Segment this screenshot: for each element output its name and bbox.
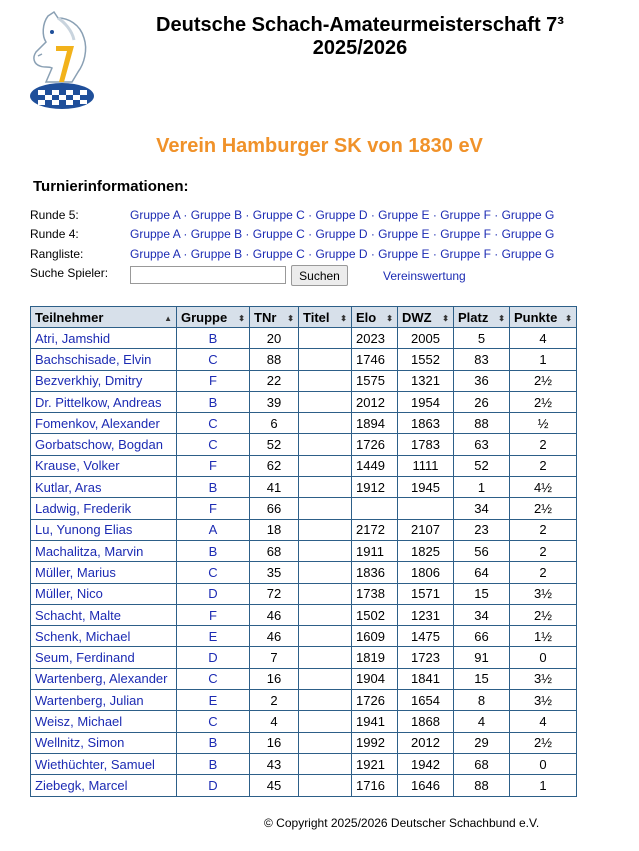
column-header[interactable] [31,307,177,328]
table-cell: 2107 [398,519,454,540]
separator: · [429,247,441,261]
column-header-label: Platz [458,309,489,325]
group-cell-link[interactable]: F [177,370,250,391]
table-cell: 2½ [510,732,577,753]
table-cell: 68 [454,753,510,774]
separator: · [367,227,379,241]
group-link[interactable]: Gruppe F [440,208,491,222]
group-link[interactable]: Gruppe E [378,247,430,261]
group-cell-link[interactable]: B [177,540,250,561]
table-cell [299,647,352,668]
table-cell [398,498,454,519]
group-cell-link[interactable]: C [177,413,250,434]
table-cell [299,562,352,583]
table-cell [299,519,352,540]
table-row [31,370,577,391]
player-name-link[interactable]: Krause, Volker [31,455,177,476]
table-cell: 23 [454,519,510,540]
table-cell: 2172 [352,519,398,540]
table-cell: 1868 [398,711,454,732]
table-cell: 1992 [352,732,398,753]
column-header[interactable] [454,307,510,328]
table-row [31,753,577,774]
sort-icon: ⬍ [340,313,347,323]
table-cell [299,370,352,391]
table-cell: 88 [250,349,299,370]
player-name-link[interactable]: Seum, Ferdinand [31,647,177,668]
table-cell: 2023 [352,328,398,349]
table-cell: 52 [454,455,510,476]
table-cell: 1945 [398,477,454,498]
group-links [130,247,554,261]
player-name-link[interactable]: Lu, Yunong Elias [31,519,177,540]
group-link[interactable]: Gruppe E [378,227,430,241]
participants-table [30,306,577,797]
table-cell: 1646 [398,775,454,796]
group-link[interactable]: Gruppe A [130,247,181,261]
table-cell [299,391,352,412]
table-row [31,455,577,476]
sort-icon: ⬍ [442,313,449,323]
table-cell: 1571 [398,583,454,604]
table-cell: 1111 [398,455,454,476]
separator: · [304,227,316,241]
table-row [31,391,577,412]
search-label: Suche Spieler: [30,266,109,280]
separator: · [242,247,253,261]
table-cell: 4 [510,328,577,349]
sort-icon: ⬍ [287,313,294,323]
search-input[interactable] [130,266,286,284]
player-name-link[interactable]: Atri, Jamshid [31,328,177,349]
table-cell: 1502 [352,604,398,625]
table-cell: 1841 [398,668,454,689]
table-cell: 1921 [352,753,398,774]
page-title [120,14,600,60]
group-cell-link[interactable]: B [177,391,250,412]
group-links [130,208,554,222]
table-cell: 4½ [510,477,577,498]
table-cell [299,455,352,476]
table-cell: 1904 [352,668,398,689]
info-row-label: Runde 4: [30,227,79,241]
column-header-label: DWZ [402,309,432,325]
table-cell: 1575 [352,370,398,391]
table-cell: 1 [510,775,577,796]
column-header-label: TNr [254,309,277,325]
table-cell: 4 [510,711,577,732]
player-name-link[interactable]: Müller, Nico [31,583,177,604]
table-cell: 16 [250,732,299,753]
table-header-row [31,307,577,328]
search-button[interactable]: Suchen [291,265,348,286]
group-link[interactable]: Gruppe C [252,208,305,222]
group-link[interactable]: Gruppe B [190,247,243,261]
table-cell: 3½ [510,690,577,711]
player-name-link[interactable]: Dr. Pittelkow, Andreas [31,391,177,412]
table-cell [299,434,352,455]
table-cell: 2½ [510,498,577,519]
table-cell [299,413,352,434]
group-link[interactable]: Gruppe D [315,247,368,261]
table-cell [299,477,352,498]
group-cell-link[interactable]: F [177,455,250,476]
table-cell: 2½ [510,370,577,391]
group-link[interactable]: Gruppe G [501,247,555,261]
player-name-link[interactable]: Fomenkov, Alexander [31,413,177,434]
table-cell: 2 [510,540,577,561]
table-cell: 2005 [398,328,454,349]
table-row [31,562,577,583]
group-link[interactable]: Gruppe A [130,208,181,222]
group-link[interactable]: Gruppe D [315,227,368,241]
table-cell: 1723 [398,647,454,668]
separator: · [242,208,253,222]
table-cell: ½ [510,413,577,434]
info-row-label: Runde 5: [30,208,79,222]
table-row [31,711,577,732]
table-cell [299,690,352,711]
table-cell: 6 [250,413,299,434]
table-cell: 63 [454,434,510,455]
column-header-label: Elo [356,309,377,325]
group-link[interactable]: Gruppe A [130,227,181,241]
table-cell: 1863 [398,413,454,434]
table-cell: 4 [454,711,510,732]
table-cell: 1726 [352,690,398,711]
table-cell: 2 [510,455,577,476]
group-link[interactable]: Gruppe C [252,227,305,241]
table-cell: 1783 [398,434,454,455]
table-cell: 1654 [398,690,454,711]
table-cell: 2½ [510,391,577,412]
table-cell: 46 [250,626,299,647]
group-link[interactable]: Gruppe B [190,208,243,222]
group-cell-link[interactable]: F [177,498,250,519]
table-cell: 41 [250,477,299,498]
table-cell: 72 [250,583,299,604]
player-name-link[interactable]: Ziebegk, Marcel [31,775,177,796]
table-cell: 88 [454,775,510,796]
separator: · [429,208,441,222]
table-cell: 3½ [510,668,577,689]
table-cell: 0 [510,647,577,668]
table-cell: 2 [510,434,577,455]
table-cell: 0 [510,753,577,774]
table-cell: 83 [454,349,510,370]
sort-asc-icon: ▲ [164,313,172,323]
table-cell: 34 [454,604,510,625]
separator: · [367,208,379,222]
group-cell-link[interactable]: D [177,775,250,796]
group-cell-link[interactable]: B [177,753,250,774]
table-cell: 36 [454,370,510,391]
table-cell [299,775,352,796]
table-row [31,604,577,625]
table-row [31,349,577,370]
table-cell: 1738 [352,583,398,604]
group-cell-link[interactable]: C [177,434,250,455]
table-cell: 1954 [398,391,454,412]
table-cell [299,498,352,519]
table-cell [299,753,352,774]
table-cell: 43 [250,753,299,774]
column-header[interactable] [352,307,398,328]
player-name-link[interactable]: Müller, Marius [31,562,177,583]
copyright: © Copyright 2025/2026 Deutscher Schachbund e.V. [264,816,540,830]
table-cell: 2 [510,562,577,583]
group-cell-link[interactable]: C [177,711,250,732]
group-link[interactable]: Gruppe C [252,247,305,261]
column-header-label: Titel [303,309,330,325]
table-cell: 1609 [352,626,398,647]
table-cell: 1231 [398,604,454,625]
table-cell: 1941 [352,711,398,732]
table-cell: 1 [510,349,577,370]
table-row [31,413,577,434]
table-cell: 1746 [352,349,398,370]
table-cell: 1475 [398,626,454,647]
group-cell-link[interactable]: D [177,647,250,668]
table-cell: 4 [250,711,299,732]
group-cell-link[interactable]: C [177,668,250,689]
player-name-link[interactable]: Schacht, Malte [31,604,177,625]
table-cell: 2½ [510,604,577,625]
table-cell [299,711,352,732]
table-row [31,477,577,498]
table-cell: 1716 [352,775,398,796]
group-link[interactable]: Gruppe E [378,208,430,222]
group-cell-link[interactable]: F [177,604,250,625]
player-name-link[interactable]: Bezverkhiy, Dmitry [31,370,177,391]
player-name-link[interactable]: Kutlar, Aras [31,477,177,498]
title-line-1: Deutsche Schach-Amateurmeisterschaft 7³ [156,14,564,36]
table-cell [352,498,398,519]
separator: · [304,247,316,261]
group-cell-link[interactable]: E [177,626,250,647]
table-cell: 1449 [352,455,398,476]
table-cell [299,583,352,604]
separator: · [180,247,191,261]
table-cell: 39 [250,391,299,412]
group-cell-link[interactable]: B [177,328,250,349]
group-cell-link[interactable]: C [177,349,250,370]
table-cell: 2 [250,690,299,711]
table-cell: 1819 [352,647,398,668]
table-cell: 1½ [510,626,577,647]
table-row [31,583,577,604]
table-row [31,434,577,455]
separator: · [367,247,379,261]
player-name-link[interactable]: Wartenberg, Julian [31,690,177,711]
player-name-link[interactable]: Ladwig, Frederik [31,498,177,519]
player-name-link[interactable]: Wellnitz, Simon [31,732,177,753]
table-cell: 1552 [398,349,454,370]
table-cell: 52 [250,434,299,455]
group-cell-link[interactable]: B [177,732,250,753]
player-name-link[interactable]: Gorbatschow, Bogdan [31,434,177,455]
group-cell-link[interactable]: C [177,562,250,583]
table-cell: 66 [250,498,299,519]
column-header-label: Teilnehmer [35,309,104,325]
table-cell: 29 [454,732,510,753]
table-row [31,328,577,349]
table-row [31,647,577,668]
column-header[interactable] [510,307,577,328]
table-cell: 1836 [352,562,398,583]
table-row [31,540,577,561]
table-cell: 68 [250,540,299,561]
separator: · [180,227,191,241]
separator: · [304,208,316,222]
separator: · [242,227,253,241]
table-cell: 91 [454,647,510,668]
table-row [31,775,577,796]
sort-icon: ⬍ [565,313,572,323]
table-cell [299,540,352,561]
table-cell: 56 [454,540,510,561]
group-cell-link[interactable]: A [177,519,250,540]
table-cell: 1 [454,477,510,498]
sort-icon: ⬍ [238,313,245,323]
sort-icon: ⬍ [498,313,505,323]
table-cell [299,604,352,625]
club-name: Verein Hamburger SK von 1830 eV [156,135,483,157]
table-cell: 64 [454,562,510,583]
table-cell [299,732,352,753]
player-name-link[interactable]: Bachschisade, Elvin [31,349,177,370]
group-link[interactable]: Gruppe F [440,247,491,261]
group-cell-link[interactable]: B [177,477,250,498]
table-cell [299,668,352,689]
column-header-label: Gruppe [181,309,228,325]
player-name-link[interactable]: Schenk, Michael [31,626,177,647]
table-row [31,519,577,540]
group-cell-link[interactable]: D [177,583,250,604]
table-cell: 1911 [352,540,398,561]
table-cell [299,349,352,370]
table-cell [299,328,352,349]
table-cell: 45 [250,775,299,796]
player-name-link[interactable]: Wartenberg, Alexander [31,668,177,689]
table-cell [299,626,352,647]
table-cell: 3½ [510,583,577,604]
table-cell: 66 [454,626,510,647]
table-cell: 1825 [398,540,454,561]
table-cell: 26 [454,391,510,412]
table-row [31,498,577,519]
table-cell: 2012 [398,732,454,753]
table-cell: 35 [250,562,299,583]
table-cell: 1912 [352,477,398,498]
table-cell: 1894 [352,413,398,434]
table-cell: 2 [510,519,577,540]
table-cell: 1321 [398,370,454,391]
separator: · [490,247,502,261]
player-name-link[interactable]: Machalitza, Marvin [31,540,177,561]
section-title: Turnierinformationen: [33,178,189,195]
table-row [31,626,577,647]
group-link[interactable]: Gruppe B [190,227,243,241]
table-cell: 62 [250,455,299,476]
group-link[interactable]: Gruppe F [440,227,491,241]
vereinswertung-link[interactable]: Vereinswertung [383,269,466,283]
table-cell: 1806 [398,562,454,583]
table-cell: 22 [250,370,299,391]
sort-icon: ⬍ [386,313,393,323]
table-cell: 15 [454,583,510,604]
table-cell: 15 [454,668,510,689]
chess-knight-logo [28,10,96,112]
info-row-label: Rangliste: [30,247,84,261]
column-header[interactable] [398,307,454,328]
group-link[interactable]: Gruppe D [315,208,368,222]
table-cell: 7 [250,647,299,668]
player-name-link[interactable]: Wiethüchter, Samuel [31,753,177,774]
column-header[interactable] [177,307,250,328]
table-cell: 1942 [398,753,454,774]
group-link[interactable]: Gruppe G [501,227,555,241]
table-cell: 34 [454,498,510,519]
separator: · [490,208,502,222]
table-cell: 2012 [352,391,398,412]
table-cell: 46 [250,604,299,625]
table-cell: 20 [250,328,299,349]
title-line-2: 2025/2026 [312,37,408,59]
table-cell: 8 [454,690,510,711]
group-link[interactable]: Gruppe G [501,208,555,222]
player-name-link[interactable]: Weisz, Michael [31,711,177,732]
column-header[interactable] [250,307,299,328]
group-links [130,227,554,241]
table-cell: 16 [250,668,299,689]
table-cell: 88 [454,413,510,434]
group-cell-link[interactable]: E [177,690,250,711]
column-header[interactable] [299,307,352,328]
separator: · [180,208,191,222]
table-row [31,732,577,753]
table-cell: 1726 [352,434,398,455]
column-header-label: Punkte [514,309,558,325]
table-cell: 18 [250,519,299,540]
separator: · [429,227,441,241]
table-row [31,690,577,711]
table-row [31,668,577,689]
separator: · [490,227,502,241]
table-cell: 5 [454,328,510,349]
